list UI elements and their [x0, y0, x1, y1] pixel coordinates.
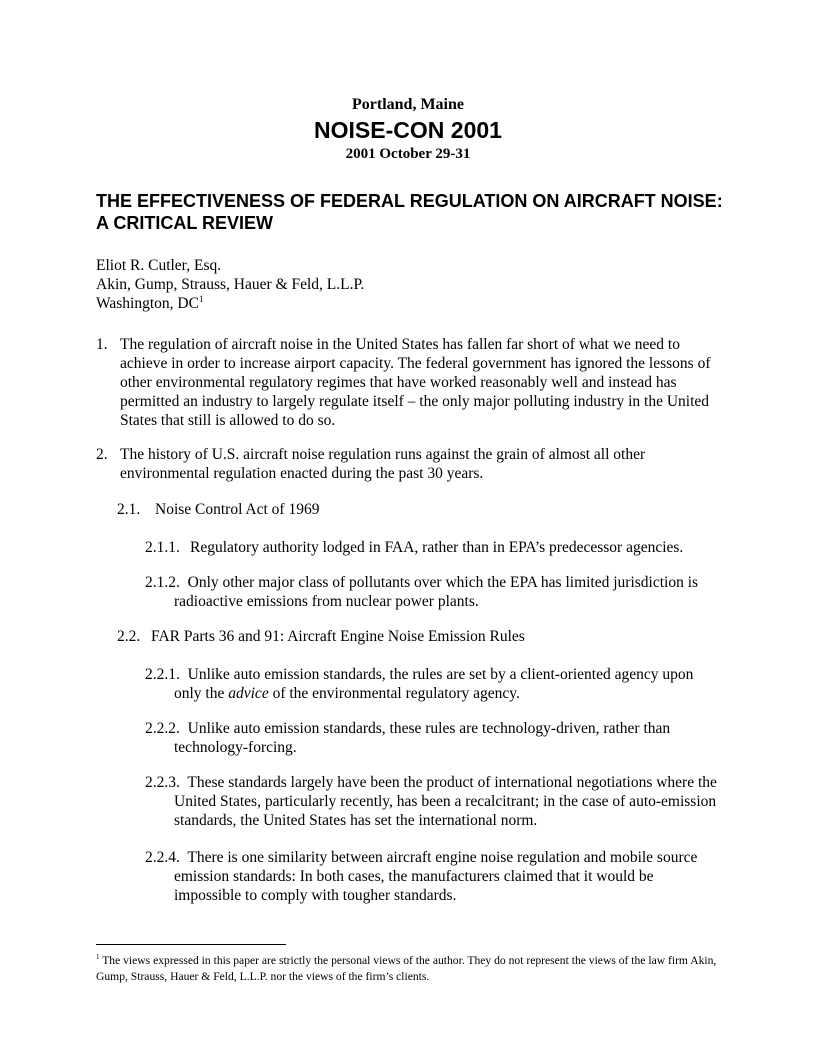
outline-text: Only other major class of pollutants over which the EPA has limited jurisdiction is radioactive emissions from nuclear power plants. — [174, 574, 699, 610]
conference-dates: 2001 October 29-31 — [345, 146, 471, 162]
outline-number: 2.1.1. — [145, 539, 180, 556]
outline-number: 2.2.2. — [145, 720, 180, 737]
author-city-line — [96, 294, 364, 313]
outline-text: Regulatory authority lodged in FAA, rather than in EPA’s predecessor agencies. — [190, 539, 684, 556]
author-name: Eliot R. Cutler, Esq. — [96, 257, 222, 274]
outline-item-2-1-2 — [145, 573, 720, 611]
outline-number: 2.2.3. — [145, 774, 180, 791]
conference-location: Portland, Maine — [352, 96, 464, 113]
outline-item-2-1-1 — [145, 538, 720, 557]
outline-number: 2.2.1. — [145, 666, 180, 683]
outline-item-1 — [96, 335, 720, 430]
author-city: Washington, DC — [96, 295, 199, 312]
outline-number: 2.2.4. — [145, 849, 180, 866]
outline-number: 1. — [96, 336, 108, 353]
outline-number: 2. — [96, 446, 108, 463]
outline-item-2-2-2 — [145, 719, 720, 757]
outline-item-2-2-1 — [145, 665, 720, 703]
outline-number: 2.1.2. — [145, 574, 180, 591]
footnote-text: The views expressed in this paper are strictly the personal views of the author. They do not represent the views of the law firm Akin, Gump, Strauss, Hauer & Feld, L.L.P. nor the views of the firm’s clients. — [96, 954, 717, 983]
outline-text: There is one similarity between aircraft engine noise regulation and mobile source emission standards: In both cases, the manufacturers claimed that it would be impossible to comply with tougher standards. — [174, 849, 698, 904]
outline-emphasis: advice — [228, 685, 269, 702]
outline-item-2-2-4 — [145, 848, 720, 905]
outline-text: Unlike auto emission standards, the rules are set by a client-oriented agency upon only the — [174, 666, 694, 702]
footnote-divider — [96, 944, 286, 945]
outline-item-2 — [96, 445, 720, 483]
outline-text: These standards largely have been the product of international negotiations where the United States, particularly recently, has been a recalcitrant; in the case of auto-emission standards, the United States has set the international norm. — [174, 774, 717, 829]
outline-number: 2.1. — [117, 501, 141, 518]
outline-text: FAR Parts 36 and 91: Aircraft Engine Noise Emission Rules — [151, 628, 525, 645]
outline-item-2-1 — [117, 500, 319, 519]
footnote-reference: 1 — [198, 293, 204, 304]
outline-item-2-2 — [117, 627, 525, 646]
footnote-mark: 1 — [96, 953, 100, 962]
conference-name: NOISE-CON 2001 — [314, 117, 502, 143]
outline-item-2-2-3 — [145, 773, 720, 830]
outline-text: The regulation of aircraft noise in the United States has fallen far short of what we need to achieve in order to increase airport capacity. The federal government has ignored the lessons of other environmental regulatory regimes that have worked reasonably well and instead has permitted an industry to largely regulate itself – the only major polluting industry in the United States that still is allowed to do so. — [120, 336, 711, 429]
footnote — [96, 953, 720, 985]
outline-text-end: of the environmental regulatory agency. — [268, 685, 520, 702]
outline-text: The history of U.S. aircraft noise regulation runs against the grain of almost all other environmental regulation enacted during the past 30 years. — [120, 446, 646, 482]
author-block — [96, 256, 364, 313]
paper-title: THE EFFECTIVENESS OF FEDERAL REGULATION ON AIRCRAFT NOISE: A CRITICAL REVIEW — [96, 191, 723, 233]
outline-text: Unlike auto emission standards, these rules are technology-driven, rather than technology-forcing. — [174, 720, 671, 756]
outline-number: 2.2. — [117, 628, 141, 645]
author-affiliation: Akin, Gump, Strauss, Hauer & Feld, L.L.P. — [96, 276, 365, 293]
outline-text: Noise Control Act of 1969 — [155, 501, 320, 518]
